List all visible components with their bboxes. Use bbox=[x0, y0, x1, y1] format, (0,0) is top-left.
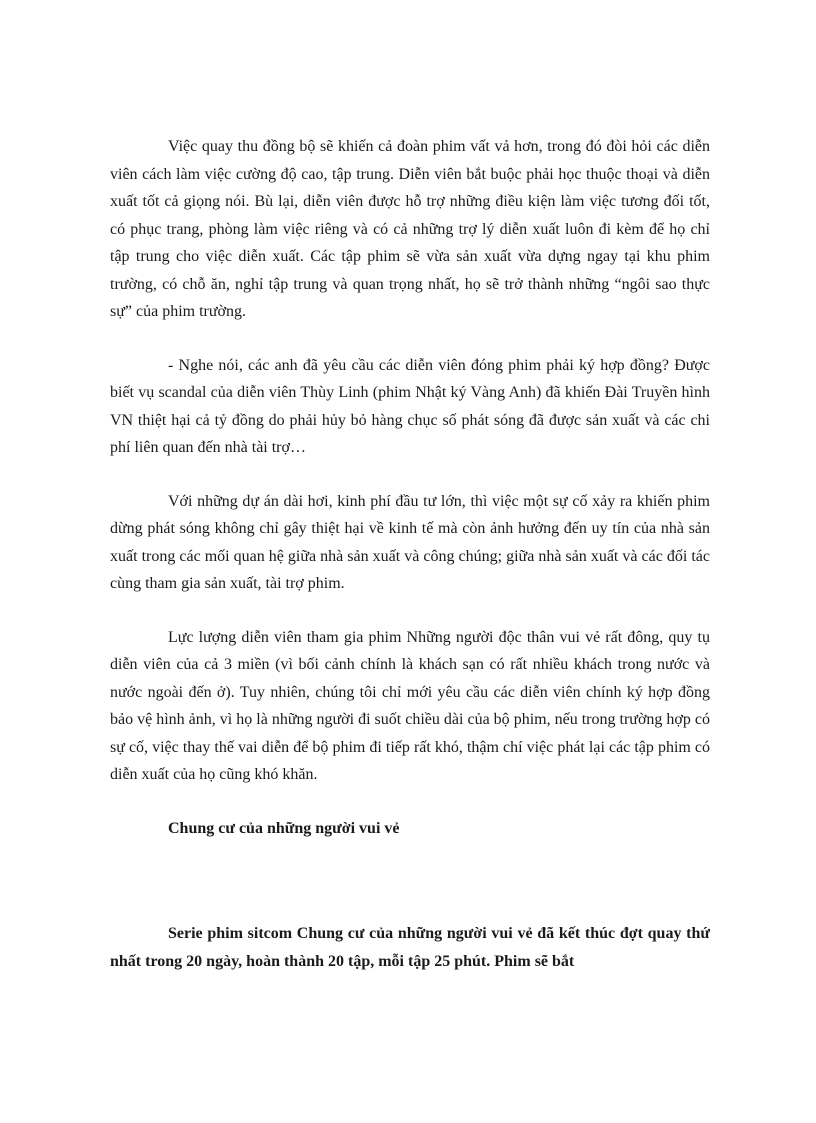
paragraph-project-risk: Với những dự án dài hơi, kinh phí đầu tư lớn, thì việc một sự cố xảy ra khiến phim dừng phát sóng không chỉ gây thiệt hại về kinh tế mà còn ảnh hưởng đến uy tín của nhà sản xuất trong các mối quan hệ giữa nhà sản xuất và công chúng; giữa nhà sản xuất và các đối tác cùng tham gia sản xuất, tài trợ phim. bbox=[110, 492, 710, 592]
paragraph-contract-question: - Nghe nói, các anh đã yêu cầu các diễn viên đóng phim phải ký hợp đồng? Được biết vụ scandal của diễn viên Thùy Linh (phim Nhật ký Vàng Anh) đã khiến Đài Truyền hình VN thiệt hại cả tỷ đồng do phải hủy bỏ hàng chục số phát sóng đã được sản xuất và các chi phí liên quan đến nhà tài trợ… bbox=[110, 356, 710, 456]
paragraph-sync-recording: Việc quay thu đồng bộ sẽ khiến cả đoàn phim vất vả hơn, trong đó đòi hỏi các diễn viên cách làm việc cường độ cao, tập trung. Diễn viên bắt buộc phải học thuộc thoại và diễn xuất tốt cả giọng nói. Bù lại, diễn viên được hỗ trợ những điều kiện làm việc tương đối tốt, có phục trang, phòng làm việc riêng và có cả những trợ lý diễn xuất luôn đi kèm để họ chỉ tập trung cho việc diễn xuất. Các tập phim sẽ vừa sản xuất vừa dựng ngay tại khu phim trường, có chỗ ăn, nghỉ tập trung và quan trọng nhất, họ sẽ trở thành những “ngôi sao thực sự” của phim trường. bbox=[110, 138, 710, 320]
lead-paragraph: Serie phim sitcom Chung cư của những người vui vẻ đã kết thúc đợt quay thứ nhất trong 20 ngày, hoàn thành 20 tập, mỗi tập 25 phút. Phim sẽ bắt bbox=[110, 925, 710, 970]
paragraph-cast-contracts: Lực lượng diễn viên tham gia phim Những người độc thân vui vẻ rất đông, quy tụ diễn viên của cả 3 miền (vì bối cảnh chính là khách sạn có rất nhiều khách trong nước và nước ngoài đến ở). Tuy nhiên, chúng tôi chỉ mới yêu cầu các diễn viên chính ký hợp đồng bảo vệ hình ảnh, vì họ là những người đi suốt chiều dài của bộ phim, nếu trong trường hợp có sự cố, việc thay thế vai diễn để bộ phim đi tiếp rất khó, thậm chí việc phát lại các tập phim có diễn xuất của họ cũng khó khăn. bbox=[110, 628, 710, 783]
section-heading: Chung cư của những người vui vẻ bbox=[168, 819, 400, 837]
document-page bbox=[110, 133, 710, 975]
